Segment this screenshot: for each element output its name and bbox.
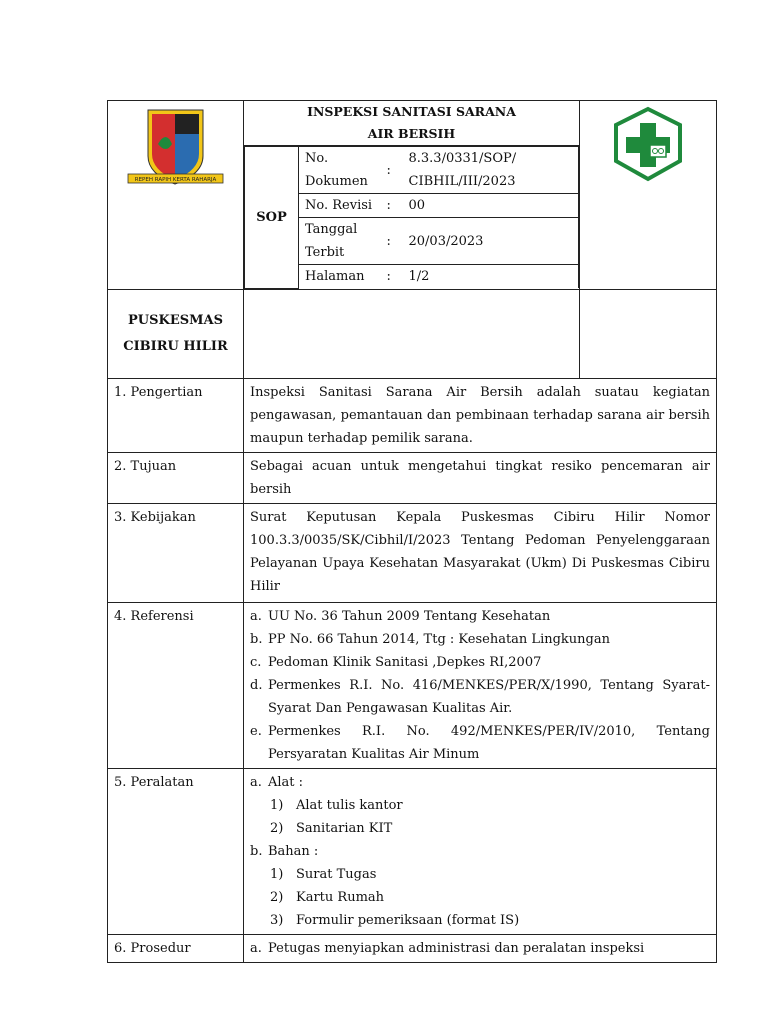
section-label-kebijakan: 3. Kebijakan xyxy=(108,503,244,602)
title-cell xyxy=(244,101,580,290)
sop-document xyxy=(107,100,717,963)
section-label-pengertian: 1. Pengertian xyxy=(108,378,244,452)
field-label-tanggal: Tanggal Terbit xyxy=(299,218,387,265)
list-item: a. Petugas menyiapkan administrasi dan peralatan inspeksi xyxy=(250,940,645,956)
field-label-revisi: No. Revisi xyxy=(299,194,387,218)
sub-list-item: 2) Kartu Rumah xyxy=(270,889,385,905)
health-logo-cell xyxy=(580,101,717,290)
list-item: c. Pedoman Klinik Sanitasi ,Depkes RI,2007 xyxy=(250,654,542,670)
section-body-tujuan: Sebagai acuan untuk mengetahui tingkat resiko pencemaran air bersih xyxy=(244,452,717,503)
section-body-peralatan xyxy=(244,768,717,934)
field-colon: : xyxy=(387,265,403,289)
list-item: b. Bahan : xyxy=(250,843,319,859)
puskesmas-name: PUSKESMAS CIBIRU HILIR xyxy=(108,289,244,378)
field-value-tanggal: 20/03/2023 xyxy=(403,218,579,265)
sop-label: SOP xyxy=(245,147,299,289)
empty-cell xyxy=(580,289,717,378)
sub-list-item: 1) Surat Tugas xyxy=(270,866,377,882)
document-title: INSPEKSI SANITASI SARANA AIR BERSIH xyxy=(244,101,579,146)
section-body-pengertian: Inspeksi Sanitasi Sarana Air Bersih adalah suatau kegiatan pengawasan, pemantauan dan pembinaan terhadap sarana air bersih maupun terhadap pemilik sarana. xyxy=(244,378,717,452)
motto-text: REPEH RAPIH KERTA RAHARJA xyxy=(134,177,217,183)
sub-list-item: 1) Alat tulis kantor xyxy=(270,797,403,813)
regency-logo-cell xyxy=(108,101,244,290)
section-label-referensi: 4. Referensi xyxy=(108,602,244,768)
section-body-kebijakan: Surat Keputusan Kepala Puskesmas Cibiru Hilir Nomor 100.3.3/0035/SK/Cibhil/I/2023 Tentang Pedoman Penyelenggaraan Pelayanan Upaya Kesehatan Masyarakat (Ukm) Di Puskesmas Cibiru Hilir xyxy=(244,503,717,602)
puskesmas-logo-icon xyxy=(580,103,715,203)
list-item: d. Permenkes R.I. No. 416/MENKES/PER/X/1990, Tentang Syarat-Syarat Dan Pengawasan Kualitas Air. xyxy=(250,677,710,716)
field-label-halaman: Halaman xyxy=(299,265,387,289)
list-item: a. Alat : xyxy=(250,774,304,790)
field-label-nomor: No. Dokumen xyxy=(299,147,387,194)
section-body-referensi xyxy=(244,602,717,768)
regency-emblem-icon xyxy=(108,104,242,204)
field-colon: : xyxy=(387,194,403,218)
empty-cell xyxy=(244,289,580,378)
list-item: e. Permenkes R.I. No. 492/MENKES/PER/IV/2010, Tentang Persyaratan Kualitas Air Minum xyxy=(250,723,710,762)
sub-list-item: 3) Formulir pemeriksaan (format IS) xyxy=(270,912,520,928)
field-value-nomor: 8.3.3/0331/SOP/ CIBHIL/III/2023 xyxy=(403,147,579,194)
sub-list-item: 2) Sanitarian KIT xyxy=(270,820,393,836)
field-value-halaman: 1/2 xyxy=(403,265,579,289)
list-item: a. UU No. 36 Tahun 2009 Tentang Kesehatan xyxy=(250,608,551,624)
field-colon: : xyxy=(387,147,403,194)
section-body-prosedur xyxy=(244,934,717,962)
list-item: b. PP No. 66 Tahun 2014, Ttg : Kesehatan Lingkungan xyxy=(250,631,610,647)
section-label-peralatan: 5. Peralatan xyxy=(108,768,244,934)
document-info-table xyxy=(244,146,579,289)
field-colon: : xyxy=(387,218,403,265)
section-label-tujuan: 2. Tujuan xyxy=(108,452,244,503)
section-label-prosedur: 6. Prosedur xyxy=(108,934,244,962)
field-value-revisi: 00 xyxy=(403,194,579,218)
sop-table xyxy=(107,100,717,963)
